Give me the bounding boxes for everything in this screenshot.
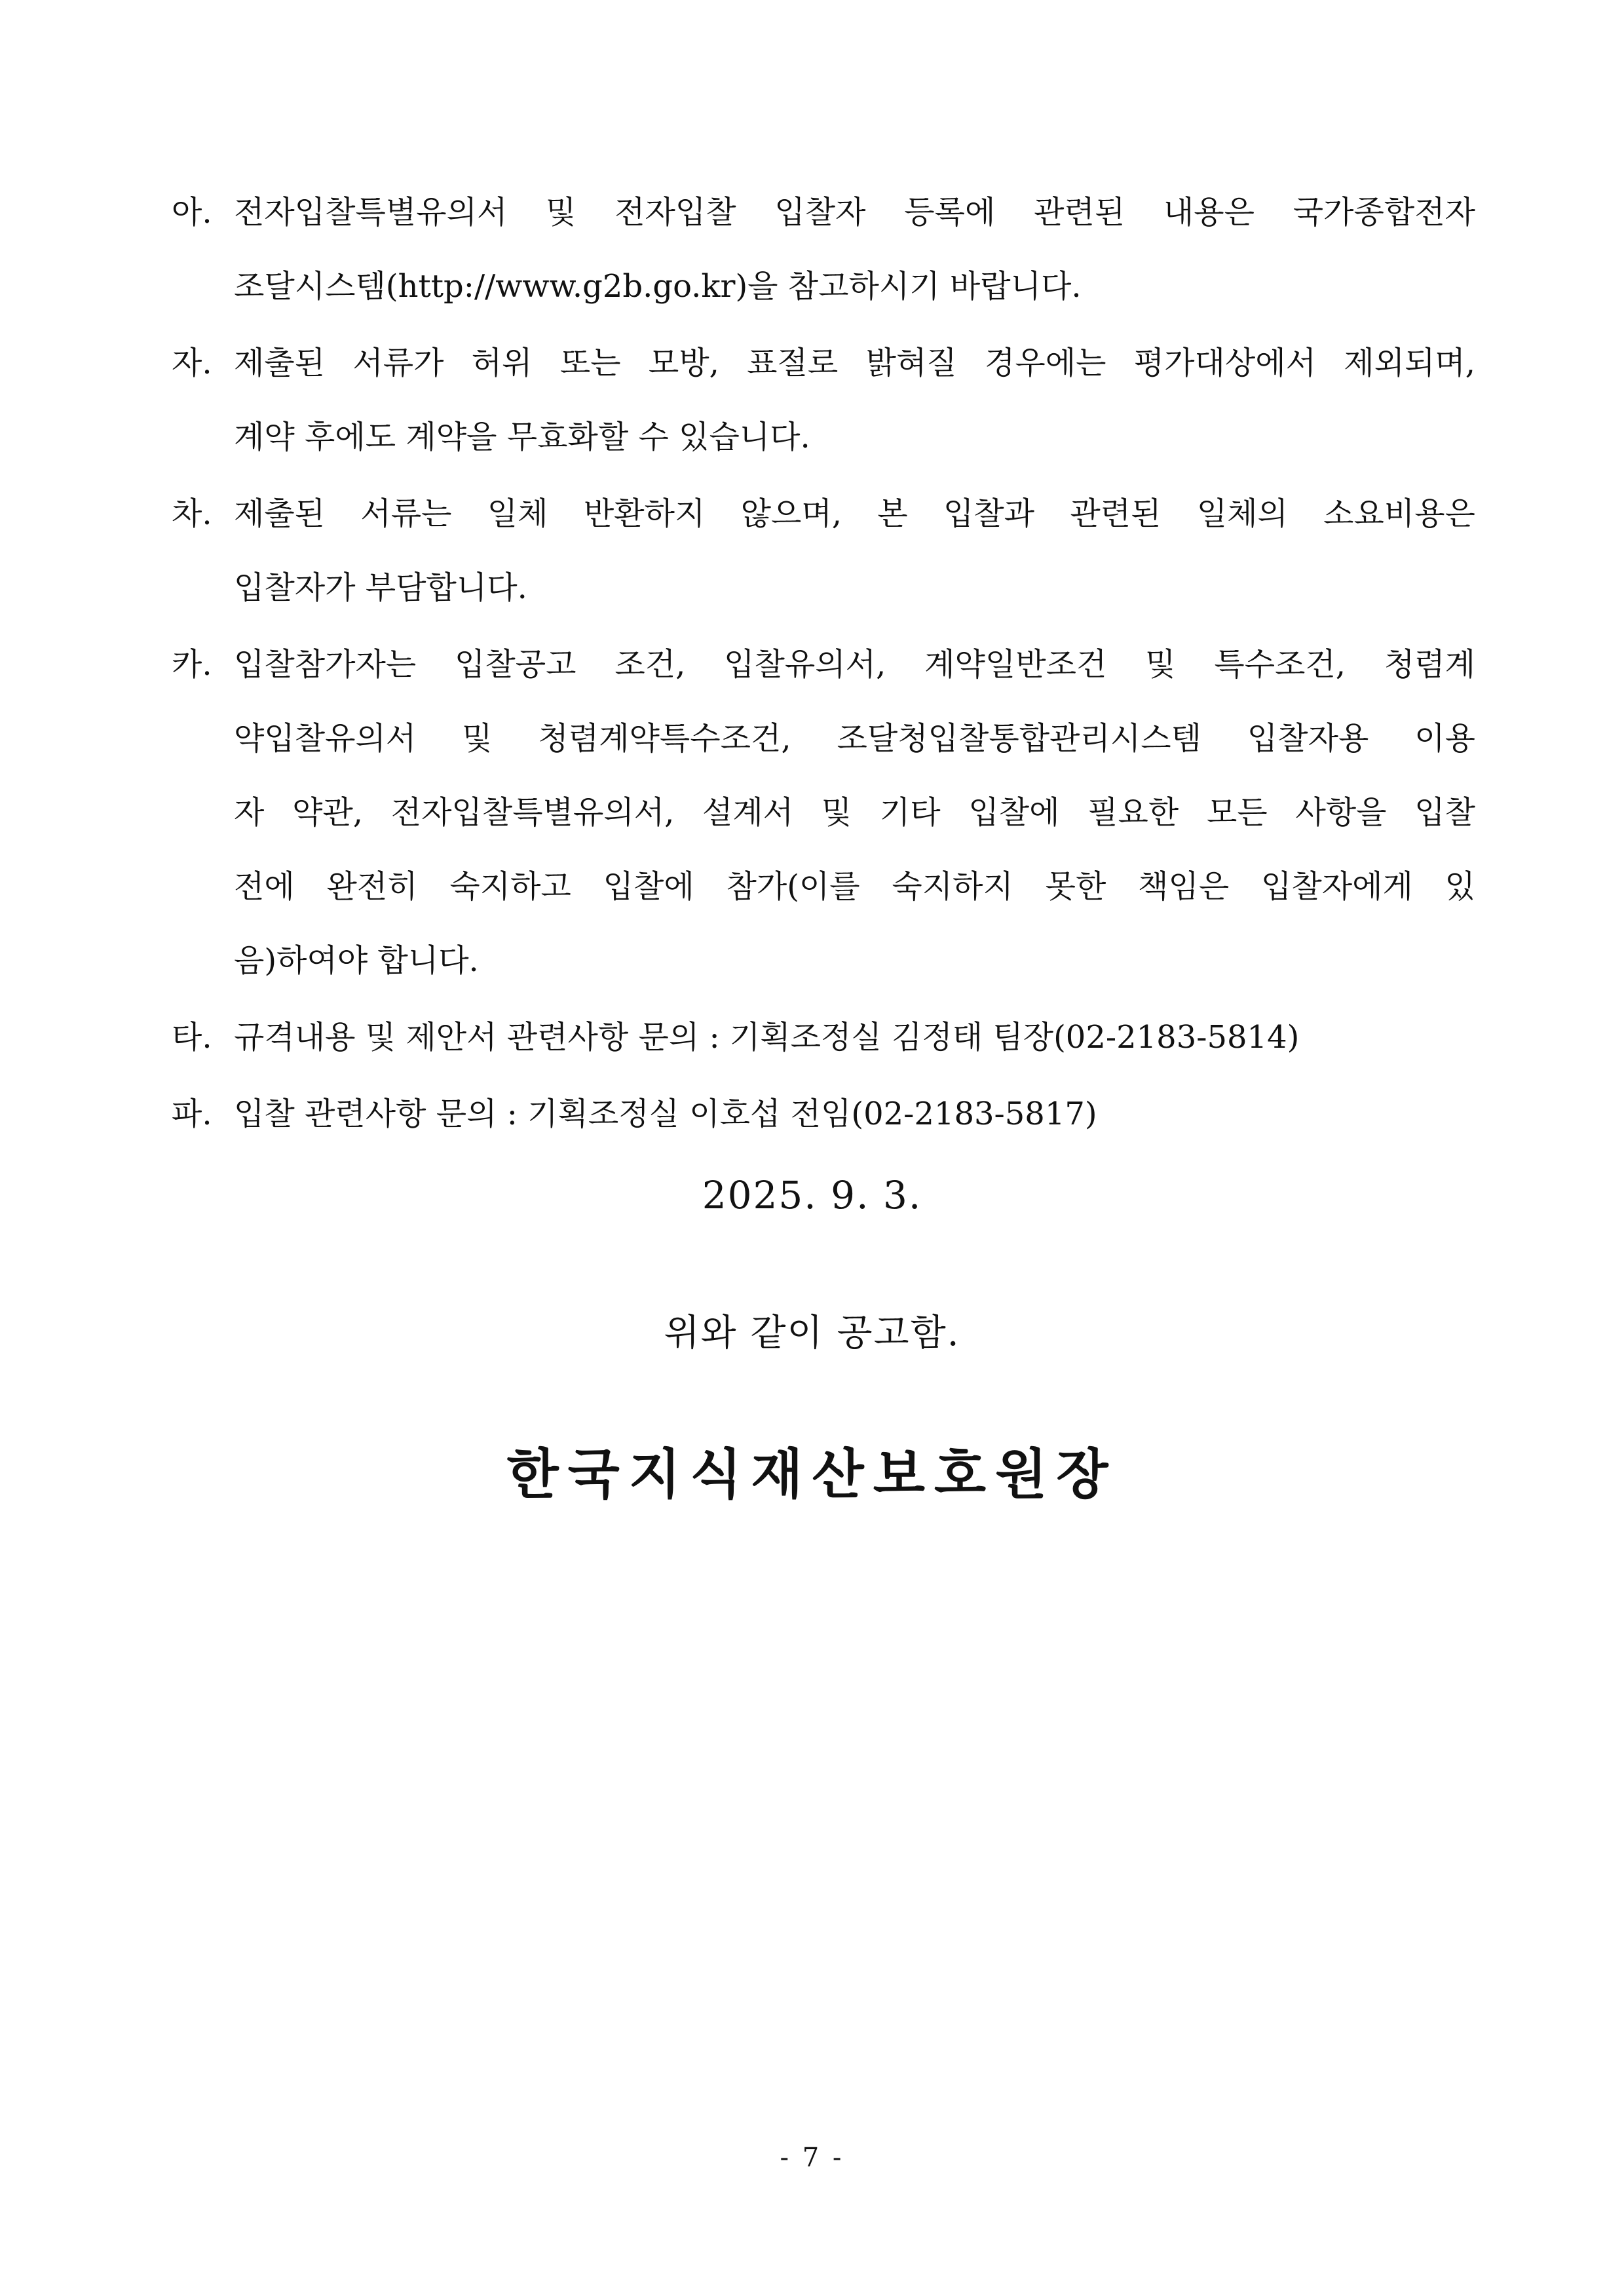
- notice-item-cha: [172, 477, 1475, 625]
- item-marker: 아.: [172, 194, 212, 231]
- announcement-text: 위와 같이 공고함.: [664, 1312, 960, 1354]
- item-line: 입찰 관련사항 문의 : 기획조정실 이호섭 전임(02-2183-5817): [234, 1096, 1097, 1132]
- issuer-signature: 한국지식재산보호원장: [506, 1444, 1118, 1506]
- notice-item-a: [172, 176, 1475, 324]
- item-text: [234, 176, 1475, 324]
- item-text: [234, 1077, 1475, 1151]
- item-text: [234, 1001, 1475, 1075]
- item-marker: 자.: [172, 345, 212, 381]
- notice-item-ja: [172, 326, 1475, 474]
- item-line: 제출된 서류는 일체 반환하지 않으며, 본 입찰과 관련된 일체의 소요비용은: [234, 495, 1475, 532]
- item-marker: 파.: [172, 1096, 212, 1132]
- notice-item-pa: [172, 1077, 1475, 1151]
- item-line: 계약 후에도 계약을 무효화할 수 있습니다.: [234, 419, 810, 455]
- notice-item-ta: [172, 1001, 1475, 1075]
- page-number: - 7 -: [780, 2143, 844, 2173]
- item-line: 음)하여야 합니다.: [234, 942, 479, 979]
- item-line: 조달시스템(http://www.g2b.go.kr)을 참고하시기 바랍니다.: [234, 268, 1082, 305]
- item-marker: 차.: [172, 495, 212, 532]
- item-line: 전자입찰특별유의서 및 전자입찰 입찰자 등록에 관련된 내용은 국가종합전자: [234, 194, 1475, 231]
- item-marker: 카.: [172, 646, 212, 683]
- item-line: 약입찰유의서 및 청렴계약특수조건, 조달청입찰통합관리시스템 입찰자용 이용: [234, 720, 1475, 757]
- item-marker: 타.: [172, 1019, 212, 1056]
- item-text: [234, 326, 1475, 474]
- item-line: 자 약관, 전자입찰특별유의서, 설계서 및 기타 입찰에 필요한 모든 사항을 입찰: [234, 794, 1475, 831]
- item-line: 제출된 서류가 허위 또는 모방, 표절로 밝혀질 경우에는 평가대상에서 제외되며,: [234, 345, 1475, 381]
- notice-item-ka: [172, 628, 1475, 998]
- notice-items: [172, 176, 1475, 1151]
- item-line: 입찰자가 부담합니다.: [234, 569, 527, 606]
- item-text: [234, 628, 1475, 998]
- item-line: 전에 완전히 숙지하고 입찰에 참가(이를 숙지하지 못한 책임은 입찰자에게 있: [234, 868, 1475, 905]
- item-line: 규격내용 및 제안서 관련사항 문의 : 기획조정실 김정태 팀장(02-2183-5814): [234, 1019, 1300, 1056]
- item-line: 입찰참가자는 입찰공고 조건, 입찰유의서, 계약일반조건 및 특수조건, 청렴계: [234, 646, 1475, 683]
- item-text: [234, 477, 1475, 625]
- notice-date: 2025. 9. 3.: [702, 1173, 922, 1217]
